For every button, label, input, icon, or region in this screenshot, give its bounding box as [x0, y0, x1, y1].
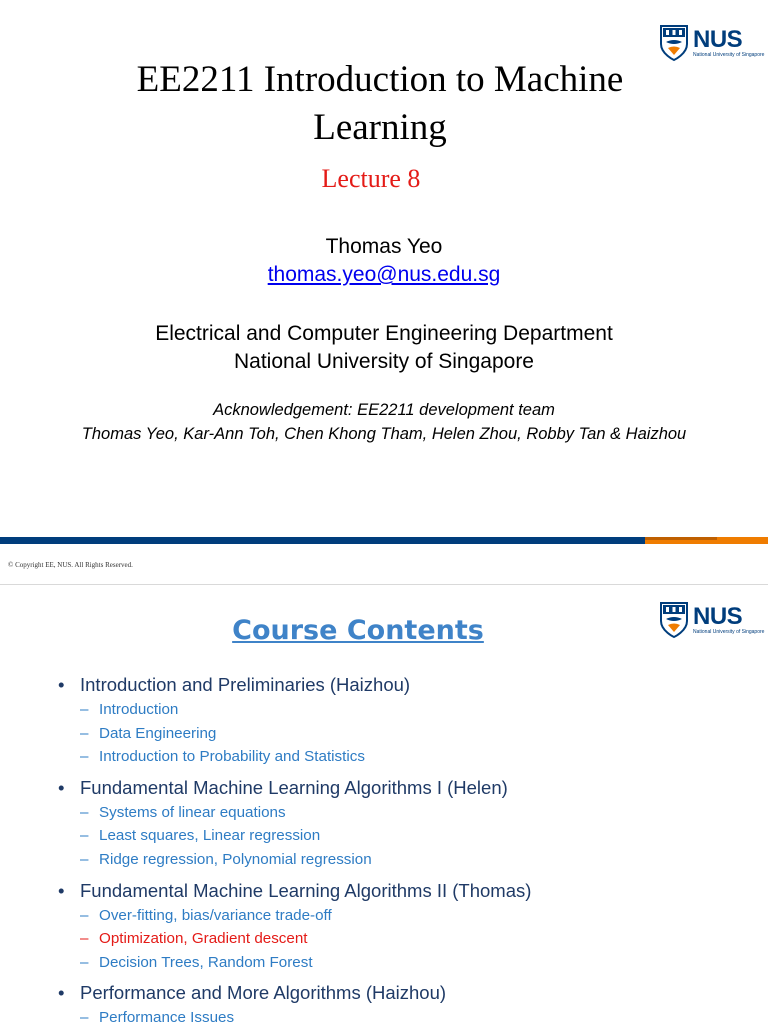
- sub-item-label: Introduction: [99, 701, 179, 718]
- university: National University of Singapore: [234, 350, 534, 373]
- footer-bar-orange: [645, 537, 768, 544]
- department: Electrical and Computer Engineering Department: [155, 322, 613, 345]
- section-item: [58, 979, 748, 1006]
- dash-icon: –: [80, 906, 89, 924]
- course-contents-title: Course Contents: [232, 615, 484, 646]
- acknowledgement: Acknowledgement: EE2211 development team: [213, 401, 555, 419]
- dash-icon: –: [80, 803, 89, 821]
- sub-item: [58, 1006, 748, 1024]
- sub-item-label: Systems of linear equations: [99, 803, 286, 821]
- acknowledgement-block: [0, 398, 768, 446]
- bullet-icon: •: [58, 674, 65, 695]
- author-email-link[interactable]: thomas.yeo@nus.edu.sg: [267, 263, 501, 286]
- dash-icon: –: [80, 827, 89, 845]
- section-item: [58, 877, 748, 904]
- sub-item: [58, 951, 748, 975]
- section-item: [58, 774, 748, 801]
- logo-subtitle: National University of Singapore: [693, 629, 765, 635]
- dash-icon: –: [80, 850, 89, 868]
- logo-subtitle: National University of Singapore: [693, 52, 765, 58]
- author-name: Thomas Yeo: [325, 235, 443, 258]
- course-contents-list: [58, 671, 748, 1024]
- dash-icon: –: [80, 701, 89, 718]
- lecture-number: Lecture 8: [321, 164, 421, 193]
- section-label: Introduction and Preliminaries (Haizhou): [80, 674, 411, 695]
- bullet-icon: •: [58, 776, 65, 798]
- section-item: [58, 671, 748, 698]
- slide-title: EE2211 Introduction to Machine Learning: [136, 59, 624, 148]
- dash-icon: –: [80, 953, 89, 971]
- sub-item-label: Ridge regression, Polynomial regression: [99, 850, 372, 868]
- sub-item-label: Introduction to Probability and Statistics: [99, 748, 365, 766]
- dash-icon: –: [80, 1009, 89, 1024]
- section-label: Fundamental Machine Learning Algorithms I (Helen): [80, 776, 508, 798]
- course-contents-slide: [0, 585, 768, 1024]
- team-members: Thomas Yeo, Kar-Ann Toh, Chen Khong Tham, Helen Zhou, Robby Tan & Haizhou: [81, 425, 687, 443]
- footer-bar-blue: [0, 537, 645, 544]
- sub-item-label: Decision Trees, Random Forest: [99, 953, 313, 971]
- dash-icon: –: [80, 724, 89, 742]
- sub-item: [58, 698, 748, 722]
- sub-item: [58, 848, 748, 872]
- section-label: Fundamental Machine Learning Algorithms II (Thomas): [80, 879, 532, 901]
- logo-text: NUS: [693, 26, 743, 53]
- dash-icon: –: [80, 930, 89, 948]
- sub-item: [58, 801, 748, 825]
- copyright-notice: © Copyright EE, NUS. All Rights Reserved.: [8, 561, 133, 569]
- affiliation: [0, 320, 768, 376]
- sub-item-label: Optimization, Gradient descent: [99, 930, 308, 948]
- sub-item-label: Over-fitting, bias/variance trade-off: [99, 906, 332, 924]
- sub-item: [58, 745, 748, 769]
- sub-item-label: Performance Issues: [99, 1009, 235, 1024]
- sub-item: [58, 722, 748, 746]
- sub-item: [58, 904, 748, 928]
- sub-item-label: Least squares, Linear regression: [99, 827, 321, 845]
- section-label: Performance and More Algorithms (Haizhou): [80, 982, 447, 1004]
- dash-icon: –: [80, 748, 89, 766]
- bullet-icon: •: [58, 982, 65, 1004]
- sub-item-label: Data Engineering: [99, 724, 217, 742]
- logo-text: NUS: [693, 603, 743, 630]
- sub-item: [58, 824, 748, 848]
- sub-item: [58, 927, 748, 951]
- bullet-icon: •: [58, 879, 65, 901]
